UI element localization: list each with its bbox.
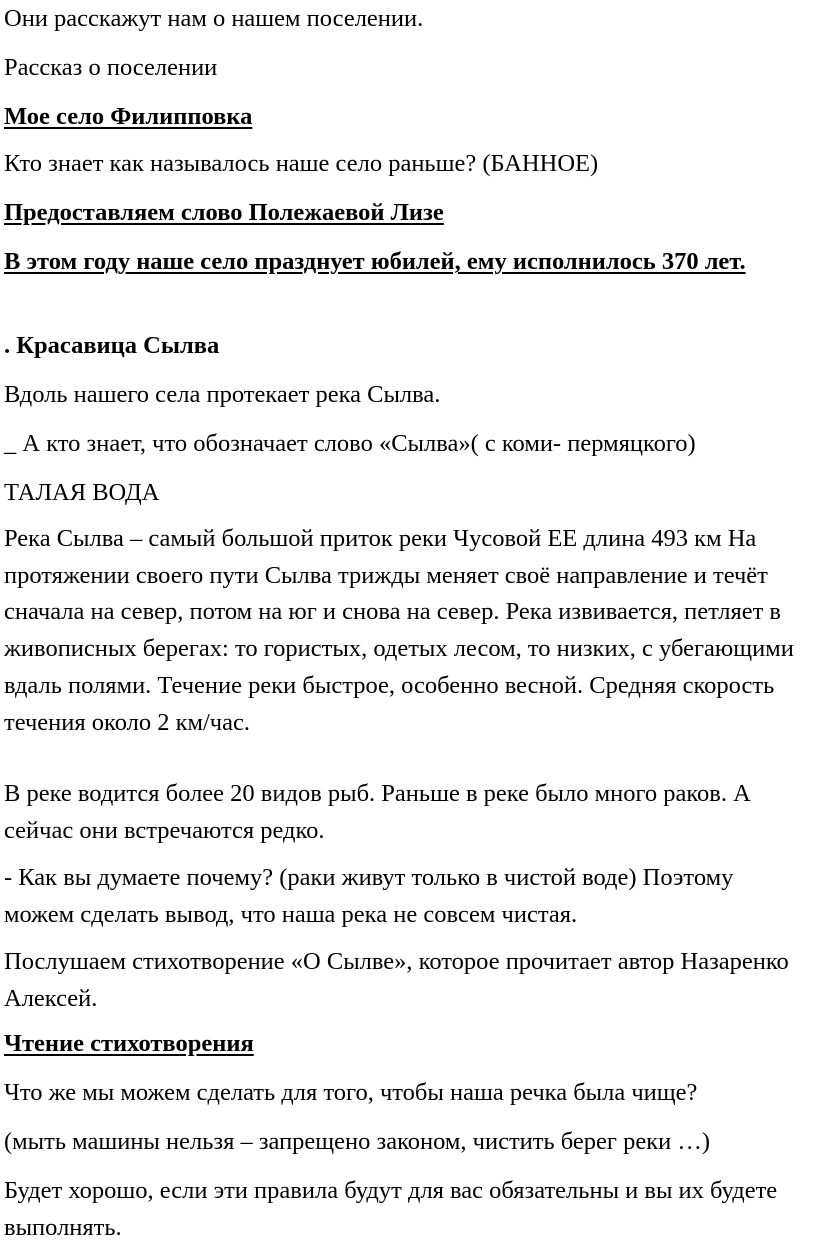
paragraph-river-name-answer: ТАЛАЯ ВОДА	[4, 479, 160, 506]
paragraph-clean-river-question: Что же мы можем сделать для того, чтобы наша речка была чище?	[4, 1079, 698, 1106]
paragraph-intro: Они расскажут нам о нашем поселении.	[4, 5, 424, 32]
paragraph-crayfish-question: - Как вы думаете почему? (раки живут только в чистой воде) Поэтому можем сделать вывод, что наша река не совсем чистая.	[4, 864, 734, 928]
paragraph-poem-intro: Послушаем стихотворение «О Сылве», которое прочитает автор Назаренко Алексей.	[4, 948, 789, 1012]
paragraph-conclusion: Будет хорошо, если эти правила будут для вас обязательны и вы их будете выполнять.	[4, 1177, 778, 1241]
paragraph-river-intro: Вдоль нашего села протекает река Сылва.	[4, 381, 441, 408]
paragraph-river-name-question: _ А кто знает, что обозначает слово «Сылва»( с коми- пермяцкого)	[4, 430, 696, 457]
heading-poem-reading: Чтение стихотворения	[4, 1030, 254, 1057]
paragraph-fish: В реке водится более 20 видов рыб. Раньше в реке было много раков. А сейчас они встречаются редко.	[4, 780, 751, 844]
paragraph-river-description: Река Сылва – самый большой приток реки Чусовой ЕЕ длина 493 км На протяжении своего пути Сылва трижды меняет своё направление и течёт сначала на север, потом на юг и снова на север. Река извивается, петляет в живописных берегах: то гористых, одетых лесом, то низких, с убегающими вдаль полями. Течение реки быстрое, особенно весной. Средняя скорость течения около 2 км/час.	[4, 525, 794, 736]
heading-speaker: Предоставляем слово Полежаевой Лизе	[4, 199, 444, 226]
heading-anniversary: В этом году наше село празднует юбилей, ему исполнилось 370 лет.	[4, 248, 746, 275]
paragraph-story-heading: Рассказ о поселении	[4, 54, 218, 81]
heading-river-beauty: . Красавица Сылва	[4, 332, 220, 359]
heading-village-name: Мое село Филипповка	[4, 103, 253, 130]
paragraph-former-name-question: Кто знает как называлось наше село раньше? (БАННОЕ)	[4, 150, 599, 177]
paragraph-rules: (мыть машины нельзя – запрещено законом, чистить берег реки …)	[4, 1128, 711, 1155]
